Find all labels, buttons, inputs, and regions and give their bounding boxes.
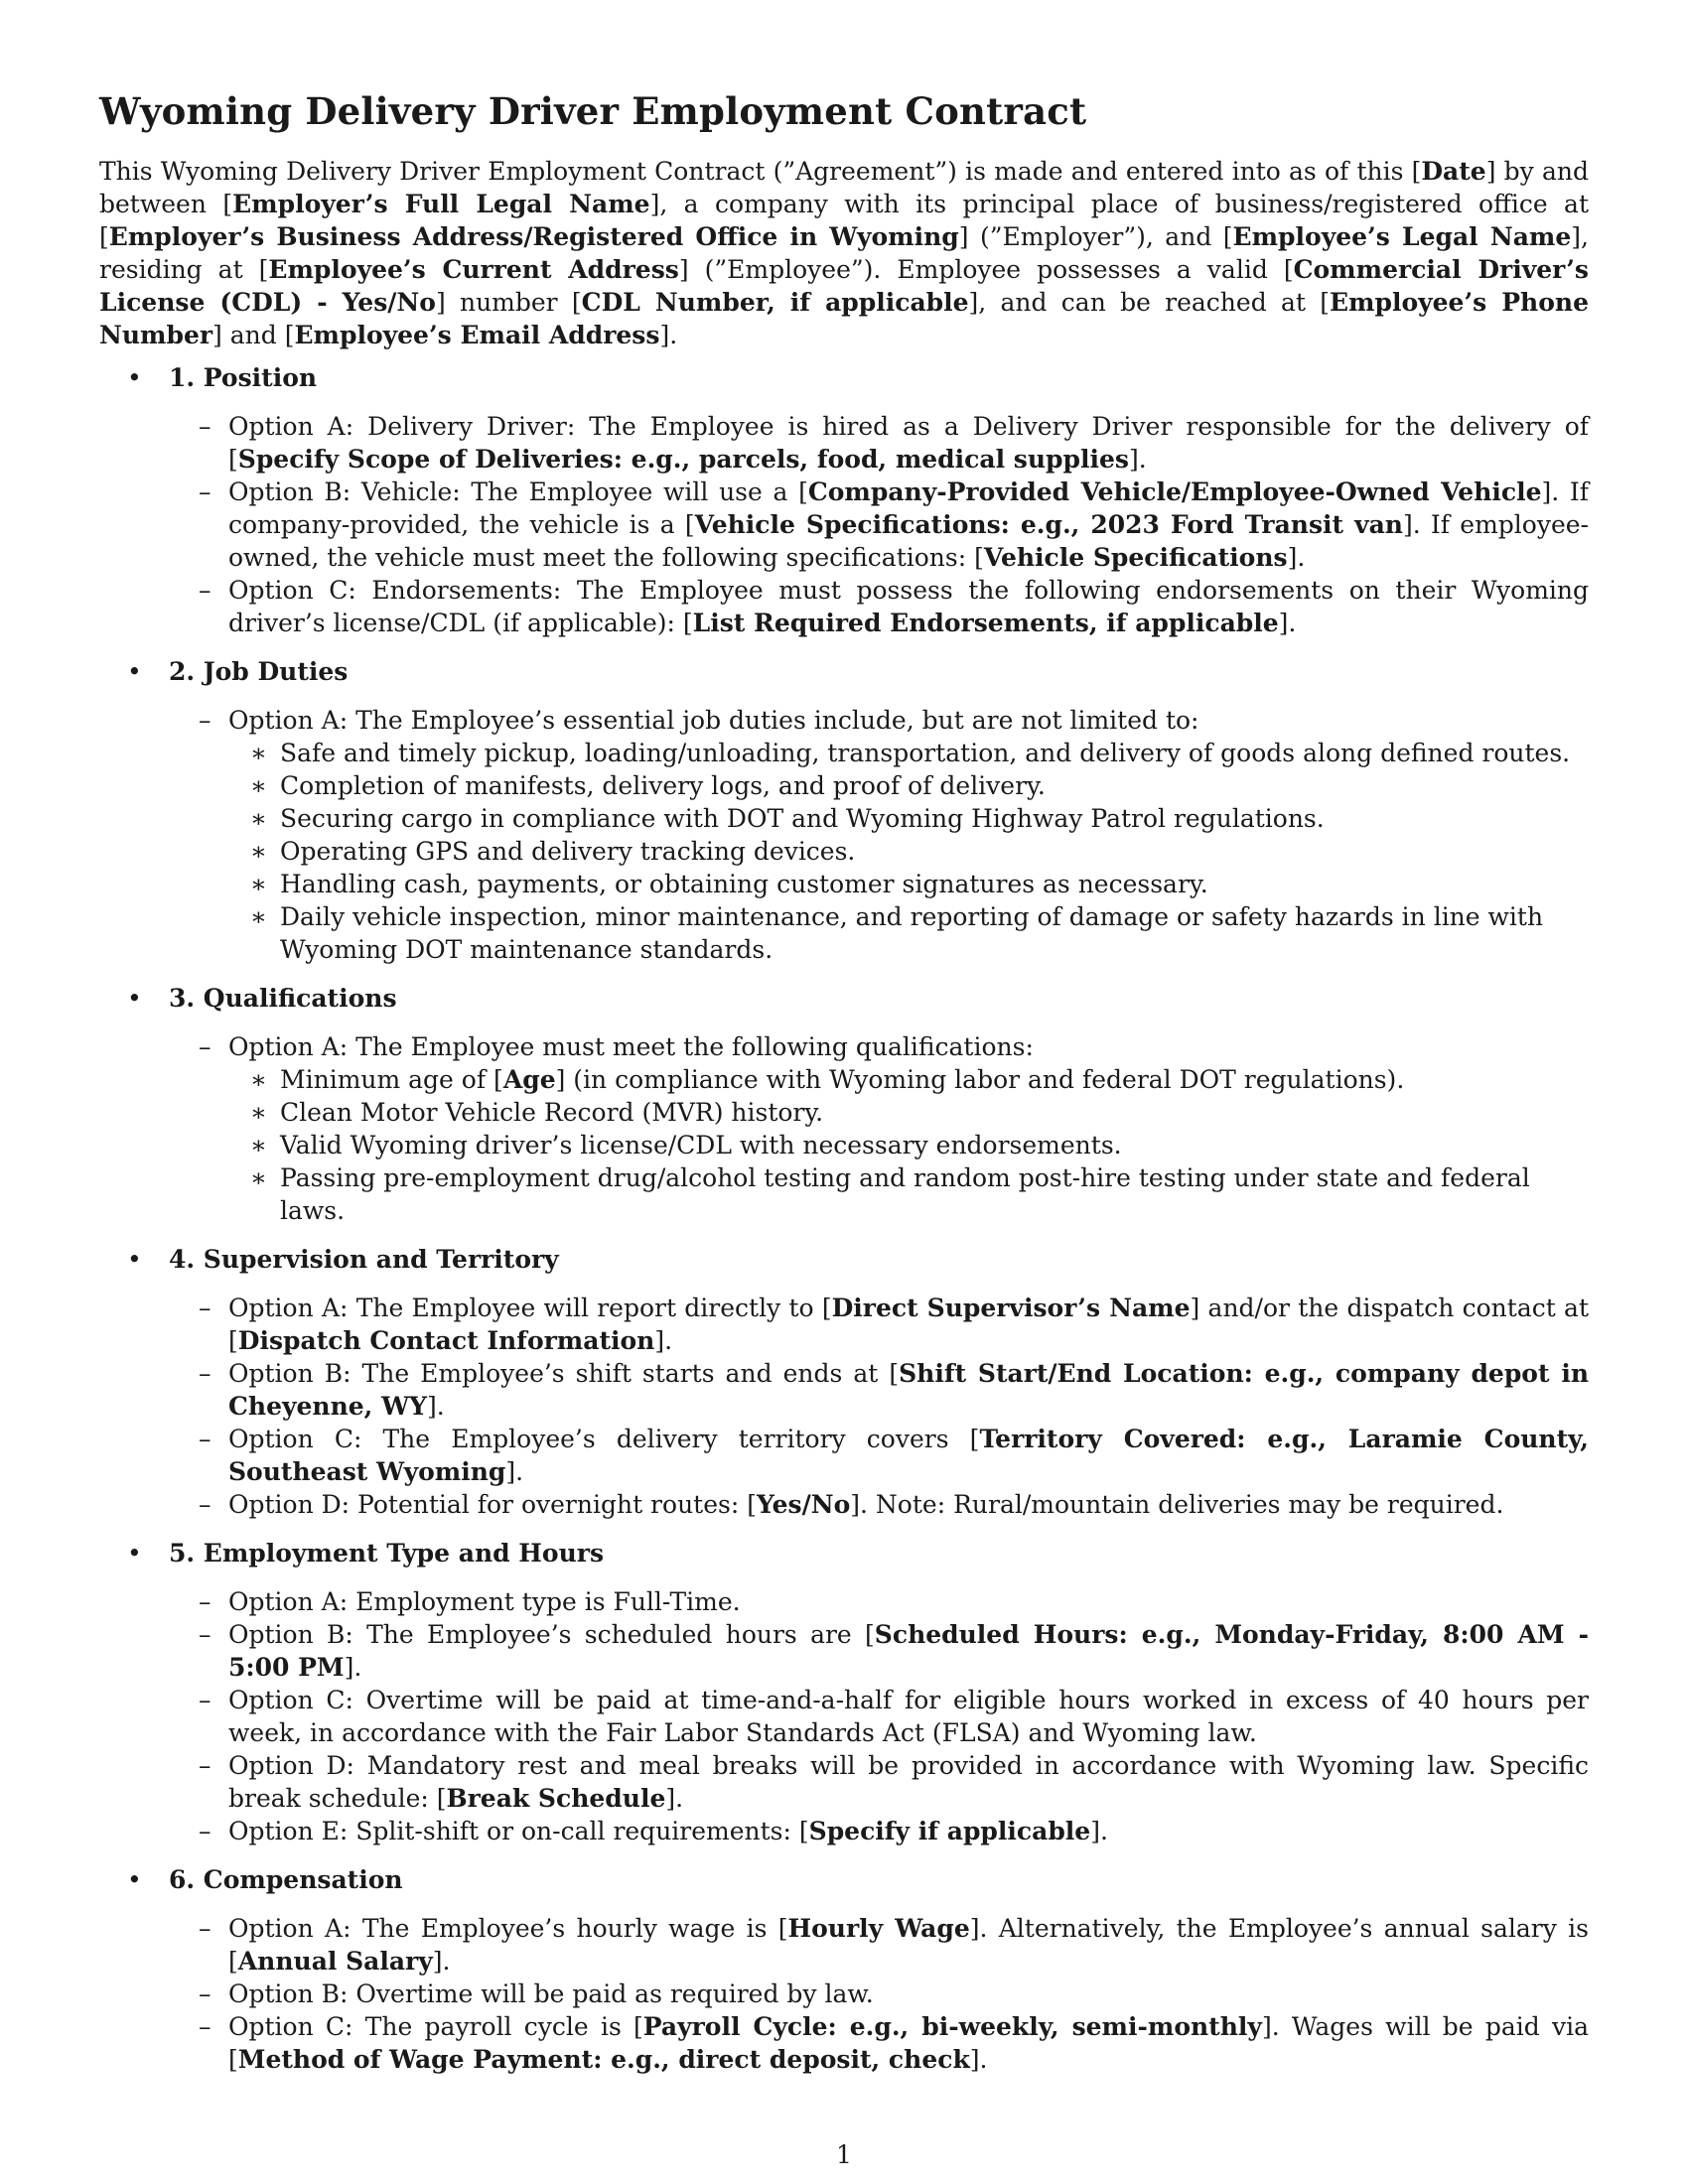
option-text [228, 1030, 1589, 1063]
document-page [99, 89, 1589, 2092]
placeholder-field: Commercial Driver’s License (CDL) - Yes/No [99, 255, 1589, 317]
placeholder-field: Employee’s Current Address [268, 255, 679, 284]
text-run: Safe and timely pickup, loading/unloading, transportation, and delivery of goods along defined routes. [280, 739, 1571, 767]
text-run: Handling cash, payments, or obtaining customer signatures as necessary. [280, 870, 1208, 898]
option-item [228, 410, 1589, 476]
option-list [169, 704, 1589, 966]
placeholder-field: Employee’s Phone Number [99, 288, 1589, 349]
option-text [228, 1684, 1589, 1749]
text-run: Passing pre-employment drug/alcohol testing and random post-hire testing under state and federal laws. [280, 1163, 1530, 1225]
section-heading: • 4. Supervision and Territory [169, 1243, 1589, 1276]
text-run: Clean Motor Vehicle Record (MVR) history. [280, 1098, 824, 1127]
sub-item [228, 769, 1589, 802]
option-item [228, 1423, 1589, 1488]
text-run: ] number [ [435, 288, 582, 317]
contract-section [99, 1863, 1589, 2076]
placeholder-field: Method of Wage Payment: e.g., direct deposit, check [237, 2045, 970, 2074]
text-run: Operating GPS and delivery tracking devices. [280, 837, 856, 866]
placeholder-field: Specify Scope of Deliveries: e.g., parcels, food, medical supplies [237, 445, 1129, 474]
text-run: ]. Note: Rural/mountain deliveries may be required. [850, 1490, 1504, 1519]
placeholder-field: List Required Endorsements, if applicable [692, 609, 1279, 637]
option-text [228, 1488, 1589, 1521]
option-item [228, 1292, 1589, 1357]
text-run: Option C: The Employee’s delivery territory covers [ [228, 1425, 980, 1453]
placeholder-field: Yes/No [756, 1490, 851, 1519]
text-run: ] and [ [212, 321, 295, 349]
document-title: Wyoming Delivery Driver Employment Contract [99, 89, 1087, 133]
sub-item-list [177, 1063, 1589, 1227]
placeholder-field: Territory Covered: e.g., Laramie County, Southeast Wyoming [228, 1425, 1589, 1486]
placeholder-field: CDL Number, if applicable [581, 288, 969, 317]
text-run: Option A: The Employee will report directly to [ [228, 1294, 832, 1322]
contract-section [99, 361, 1589, 639]
option-text [228, 704, 1589, 737]
text-run: ]. [665, 1784, 684, 1813]
text-run: ]. [432, 1947, 451, 1976]
option-item [228, 704, 1589, 966]
sub-item [228, 868, 1589, 900]
contract-section [99, 1537, 1589, 1847]
option-item [228, 1912, 1589, 1978]
text-run: ]. Alternatively, the Employee’s annual salary is [ [228, 1914, 1589, 1976]
option-text [228, 1749, 1589, 1815]
text-run: Option D: Mandatory rest and meal breaks will be provided in accordance with Wyoming law. Specific break schedule: [ [228, 1751, 1589, 1813]
contract-section [99, 1243, 1589, 1521]
placeholder-field: Shift Start/End Location: e.g., company depot in Cheyenne, WY [228, 1359, 1589, 1421]
option-list [169, 1912, 1589, 2076]
section-heading: • 5. Employment Type and Hours [169, 1537, 1589, 1570]
placeholder-field: Annual Salary [237, 1947, 433, 1976]
section-list [99, 361, 1589, 2076]
option-list [169, 1030, 1589, 1227]
placeholder-field: Specify if applicable [808, 1817, 1091, 1845]
placeholder-field: Employee’s Legal Name [1232, 222, 1572, 251]
placeholder-field: Employer’s Full Legal Name [232, 190, 650, 218]
text-run: Option C: Overtime will be paid at time-and-a-half for eligible hours worked in excess of 40 hours per week, in accordance with the Fair Labor Standards Act (FLSA) and Wyoming law. [228, 1686, 1589, 1747]
placeholder-field: Direct Supervisor’s Name [831, 1294, 1191, 1322]
text-run: ]. [659, 321, 678, 349]
placeholder-field: Scheduled Hours: e.g., Monday-Friday, 8:00 AM - 5:00 PM [228, 1620, 1589, 1682]
option-text [228, 1292, 1589, 1357]
option-item [228, 574, 1589, 639]
text-run: ]. [1090, 1817, 1108, 1845]
text-run: ] (in compliance with Wyoming labor and federal DOT regulations). [555, 1065, 1405, 1094]
sub-item [228, 1129, 1589, 1161]
text-run: Option A: The Employee’s essential job duties include, but are not limited to: [228, 706, 1199, 735]
option-list [169, 1292, 1589, 1521]
text-run: Option A: Delivery Driver: The Employee is hired as a Delivery Driver responsible for the delivery of [ [228, 412, 1589, 474]
sub-item [228, 835, 1589, 868]
text-run: ]. [505, 1457, 524, 1486]
placeholder-field: Age [502, 1065, 556, 1094]
sub-item-list [177, 737, 1589, 966]
text-run: This Wyoming Delivery Driver Employment Contract (”Agreement”) is made and entered into as of this [ [99, 157, 1422, 186]
option-item [228, 1815, 1589, 1847]
option-item [228, 1618, 1589, 1684]
option-text [228, 2010, 1589, 2076]
text-run: Option C: Endorsements: The Employee must possess the following endorsements on their Wyoming driver’s license/CDL (if applicable): [ [228, 576, 1589, 637]
option-item [228, 476, 1589, 574]
text-run: ]. If company-provided, the vehicle is a [ [228, 478, 1590, 539]
sub-item [228, 737, 1589, 769]
text-run: Option B: The Employee’s scheduled hours are [ [228, 1620, 875, 1649]
text-run: ]. [1278, 609, 1297, 637]
text-run: Option A: The Employee must meet the following qualifications: [228, 1032, 1034, 1061]
option-text [228, 1585, 1589, 1618]
option-text [228, 1618, 1589, 1684]
text-run: Option B: Overtime will be paid as required by law. [228, 1979, 874, 2008]
placeholder-field: Break Schedule [446, 1784, 666, 1813]
contract-section [99, 982, 1589, 1227]
text-run: Option B: The Employee’s shift starts and ends at [ [228, 1359, 900, 1388]
option-text [228, 1978, 1589, 2010]
placeholder-field: Employee’s Email Address [294, 321, 660, 349]
text-run: Daily vehicle inspection, minor maintenance, and reporting of damage or safety hazards in line with Wyoming DOT maintenance standards. [280, 902, 1544, 964]
text-run: Valid Wyoming driver’s license/CDL with necessary endorsements. [280, 1131, 1122, 1160]
sub-item [228, 1063, 1589, 1096]
text-run: ] and/or the dispatch contact at [ [228, 1294, 1589, 1355]
text-run: ], a company with its principal place of business/registered office at [ [99, 190, 1589, 251]
text-run: ]. If employee-owned, the vehicle must meet the following specifications: [ [228, 510, 1589, 572]
placeholder-field: Dispatch Contact Information [237, 1326, 655, 1355]
option-text [228, 1423, 1589, 1488]
option-item [228, 2010, 1589, 2076]
option-item [228, 1978, 1589, 2010]
text-run: Option B: Vehicle: The Employee will use a [ [228, 478, 808, 506]
placeholder-field: Hourly Wage [787, 1914, 970, 1943]
option-item [228, 1030, 1589, 1227]
text-run: Option D: Potential for overnight routes: [ [228, 1490, 757, 1519]
text-run: ]. [969, 2045, 988, 2074]
option-list [169, 1585, 1589, 1847]
section-heading: • 3. Qualifications [169, 982, 1589, 1015]
placeholder-field: Vehicle Specifications [983, 543, 1288, 572]
text-run: ] (”Employee”). Employee possesses a valid [ [678, 255, 1294, 284]
text-run: ]. [1287, 543, 1306, 572]
placeholder-field: Employer’s Business Address/Registered Office in Wyoming [108, 222, 959, 251]
option-item [228, 1585, 1589, 1618]
text-run: ]. [1128, 445, 1147, 474]
option-item [228, 1749, 1589, 1815]
sub-item [228, 1096, 1589, 1129]
text-run: Option C: The payroll cycle is [ [228, 2012, 643, 2041]
sub-item [228, 900, 1589, 966]
text-run: Option A: The Employee’s hourly wage is [ [228, 1914, 788, 1943]
text-run: Completion of manifests, delivery logs, and proof of delivery. [280, 771, 1046, 800]
placeholder-field: Payroll Cycle: e.g., bi-weekly, semi-monthly [642, 2012, 1262, 2041]
text-run: ] (”Employer”), and [ [958, 222, 1233, 251]
option-text [228, 1357, 1589, 1423]
text-run: ]. Wages will be paid via [ [228, 2012, 1590, 2074]
option-text [228, 1912, 1589, 1978]
option-text [228, 574, 1589, 639]
sub-item [228, 802, 1589, 835]
text-run: Securing cargo in compliance with DOT and Wyoming Highway Patrol regulations. [280, 804, 1325, 833]
placeholder-field: Vehicle Specifications: e.g., 2023 Ford Transit van [694, 510, 1403, 539]
text-run: ], and can be reached at [ [968, 288, 1330, 317]
text-run: ] by and between [ [99, 157, 1590, 218]
option-item [228, 1357, 1589, 1423]
text-run: ], residing at [ [99, 222, 1589, 284]
option-text [228, 1815, 1589, 1847]
sub-item [228, 1161, 1589, 1227]
text-run: ]. [654, 1326, 673, 1355]
option-item [228, 1684, 1589, 1749]
option-text [228, 410, 1589, 476]
text-run: Minimum age of [ [280, 1065, 503, 1094]
section-heading: • 6. Compensation [169, 1863, 1589, 1896]
option-list [169, 410, 1589, 639]
contract-section [99, 655, 1589, 966]
section-heading: • 2. Job Duties [169, 655, 1589, 688]
placeholder-field: Date [1421, 157, 1486, 186]
placeholder-field: Company-Provided Vehicle/Employee-Owned Vehicle [807, 478, 1542, 506]
section-heading: • 1. Position [169, 361, 1589, 394]
text-run: Option A: Employment type is Full-Time. [228, 1587, 741, 1616]
text-run: Option E: Split-shift or on-call requirements: [ [228, 1817, 809, 1845]
text-run: ]. [344, 1653, 362, 1682]
option-item [228, 1488, 1589, 1521]
page-number: 1 [836, 2140, 852, 2169]
intro-paragraph [99, 155, 1589, 351]
text-run: ]. [427, 1392, 445, 1421]
option-text [228, 476, 1589, 574]
